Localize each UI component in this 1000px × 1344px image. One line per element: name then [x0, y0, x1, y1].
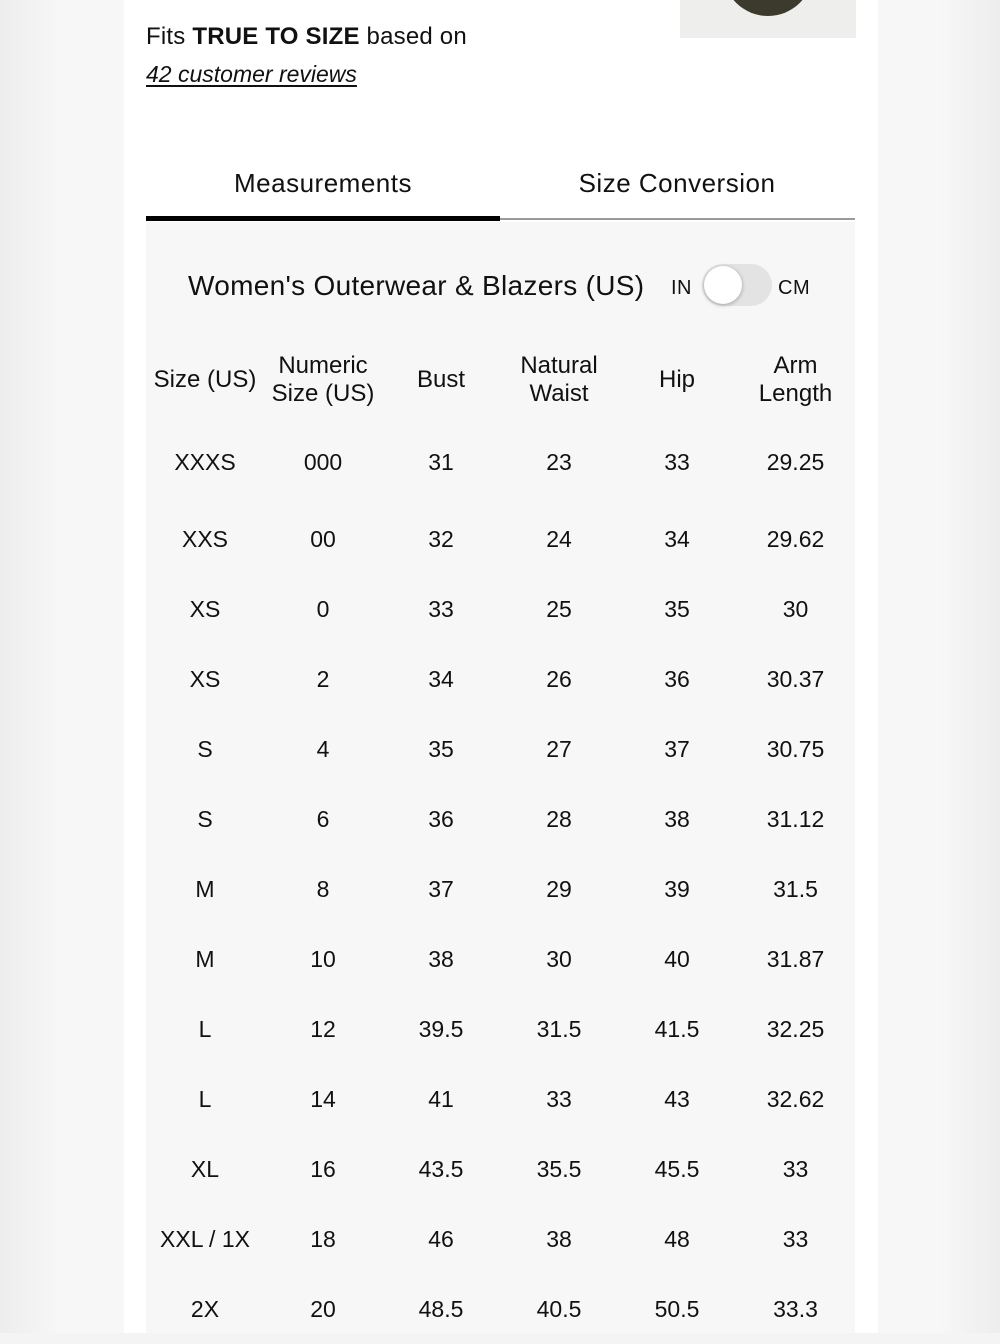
table-cell: 000: [303, 448, 343, 475]
tab-measurements[interactable]: Measurements: [234, 168, 412, 198]
size-chart: [146, 222, 855, 1333]
table-cell: 2: [316, 665, 330, 692]
unit-label-in: IN: [671, 277, 692, 299]
table-row: [146, 1064, 855, 1134]
column-header: [382, 340, 500, 420]
table-row: [146, 784, 855, 854]
table-cell: 20: [310, 1295, 336, 1322]
column-header: [146, 340, 264, 420]
table-cell: M: [195, 945, 215, 972]
column-header: [618, 340, 736, 420]
table-cell: XS: [189, 595, 221, 622]
column-header-line: Length: [758, 380, 833, 407]
table-row: [146, 854, 855, 924]
column-header: [736, 340, 855, 420]
table-cell: 41.5: [654, 1015, 700, 1042]
table-cell: XL: [190, 1155, 220, 1182]
table-row: [146, 1274, 855, 1344]
table-cell: 25: [546, 595, 572, 622]
table-cell: 4: [316, 735, 330, 762]
size-guide-tabs: [146, 160, 855, 222]
table-row: [146, 1204, 855, 1274]
table-cell: 0: [316, 595, 330, 622]
table-cell: 38: [664, 805, 690, 832]
table-cell: 50.5: [654, 1295, 700, 1322]
table-row: [146, 714, 855, 784]
table-cell: 35: [428, 735, 454, 762]
table-row: [146, 1134, 855, 1204]
table-cell: 33: [664, 448, 690, 475]
table-cell: 40: [664, 945, 690, 972]
table-cell: 34: [428, 665, 454, 692]
table-cell: M: [195, 875, 215, 902]
product-thumbnail: [680, 0, 856, 38]
table-cell: 38: [546, 1225, 572, 1252]
column-header-line: Waist: [529, 380, 589, 407]
table-cell: 32.62: [766, 1085, 825, 1112]
table-cell: 29: [546, 875, 572, 902]
column-header-line: Size (US): [153, 366, 257, 393]
table-cell: 37: [664, 735, 690, 762]
table-cell: 36: [428, 805, 454, 832]
table-cell: 34: [664, 525, 690, 552]
table-cell: 6: [316, 805, 330, 832]
table-cell: 14: [310, 1085, 336, 1112]
table-cell: 48.5: [418, 1295, 464, 1322]
size-table-header: [146, 340, 855, 420]
column-header: [264, 340, 382, 420]
table-cell: 31.12: [766, 805, 825, 832]
table-cell: 16: [310, 1155, 336, 1182]
table-cell: 31.5: [536, 1015, 582, 1042]
column-header-line: Hip: [658, 366, 695, 393]
table-row: [146, 504, 855, 574]
fit-prefix: Fits: [146, 23, 186, 50]
table-cell: 31.5: [773, 875, 818, 902]
table-cell: 46: [428, 1225, 454, 1252]
table-cell: 41: [428, 1085, 454, 1112]
table-row: [146, 994, 855, 1064]
table-cell: 35.5: [536, 1155, 582, 1182]
table-cell: 30.37: [766, 665, 825, 692]
table-cell: S: [197, 735, 213, 762]
table-cell: 35: [664, 595, 690, 622]
table-cell: 28: [546, 805, 572, 832]
product-image: [723, 0, 813, 16]
table-row: [146, 420, 855, 504]
table-cell: 29.62: [766, 525, 825, 552]
table-cell: 30: [546, 945, 572, 972]
table-cell: 33: [782, 1155, 809, 1182]
table-cell: L: [198, 1015, 212, 1042]
table-row: [146, 644, 855, 714]
table-row: [146, 924, 855, 994]
table-cell: 33: [546, 1085, 572, 1112]
table-cell: 23: [546, 448, 572, 475]
table-cell: L: [198, 1085, 212, 1112]
column-header-line: Size (US): [271, 380, 375, 407]
table-cell: 31: [428, 448, 454, 475]
table-cell: 31.87: [766, 945, 825, 972]
table-cell: 43.5: [418, 1155, 464, 1182]
table-cell: XXS: [181, 525, 229, 552]
column-header-line: Arm: [773, 352, 818, 379]
tab-size-conversion[interactable]: Size Conversion: [578, 168, 776, 198]
table-cell: 37: [428, 875, 454, 902]
table-cell: 26: [546, 665, 572, 692]
table-row: [146, 574, 855, 644]
table-cell: 33: [428, 595, 454, 622]
table-cell: 36: [664, 665, 690, 692]
table-cell: 8: [316, 875, 330, 902]
size-chart-title: Women's Outerwear & Blazers (US): [188, 270, 645, 301]
size-table-body: [146, 420, 855, 1344]
unit-toggle[interactable]: [702, 264, 772, 306]
active-tab-indicator: [146, 216, 500, 221]
column-header-line: Numeric: [278, 352, 368, 379]
table-cell: 12: [310, 1015, 336, 1042]
table-cell: 48: [664, 1225, 690, 1252]
table-cell: 2X: [190, 1295, 220, 1322]
size-table: [146, 340, 855, 1344]
customer-reviews-link[interactable]: 42 customer reviews: [146, 61, 357, 87]
table-cell: 39: [664, 875, 690, 902]
table-cell: 39.5: [418, 1015, 464, 1042]
fit-emphasis: TRUE TO SIZE: [192, 23, 360, 50]
table-cell: XXL / 1X: [160, 1225, 250, 1252]
unit-label-cm: CM: [778, 277, 811, 299]
table-cell: S: [197, 805, 213, 832]
table-cell: 27: [546, 735, 572, 762]
column-header-line: Bust: [416, 366, 466, 393]
table-cell: 32.25: [766, 1015, 825, 1042]
table-cell: 38: [428, 945, 454, 972]
fit-suffix: based on: [366, 23, 467, 50]
unit-toggle-knob: [704, 266, 742, 304]
table-cell: XXXS: [174, 448, 236, 475]
table-cell: 29.25: [766, 448, 825, 475]
table-cell: 32: [428, 525, 454, 552]
table-cell: XS: [189, 665, 221, 692]
header-row: [146, 340, 855, 420]
table-cell: 24: [546, 525, 572, 552]
table-cell: 40.5: [536, 1295, 582, 1322]
table-cell: 45.5: [654, 1155, 700, 1182]
table-cell: 43: [664, 1085, 690, 1112]
table-cell: 30.75: [766, 735, 825, 762]
table-cell: 18: [310, 1225, 336, 1252]
column-header-line: Natural: [520, 352, 598, 379]
table-cell: 33: [782, 1225, 809, 1252]
table-cell: 33.3: [773, 1295, 818, 1322]
fit-summary: [146, 22, 467, 52]
column-header: [500, 340, 618, 420]
table-cell: 10: [310, 945, 336, 972]
table-cell: 30: [782, 595, 809, 622]
table-cell: 00: [310, 525, 336, 552]
